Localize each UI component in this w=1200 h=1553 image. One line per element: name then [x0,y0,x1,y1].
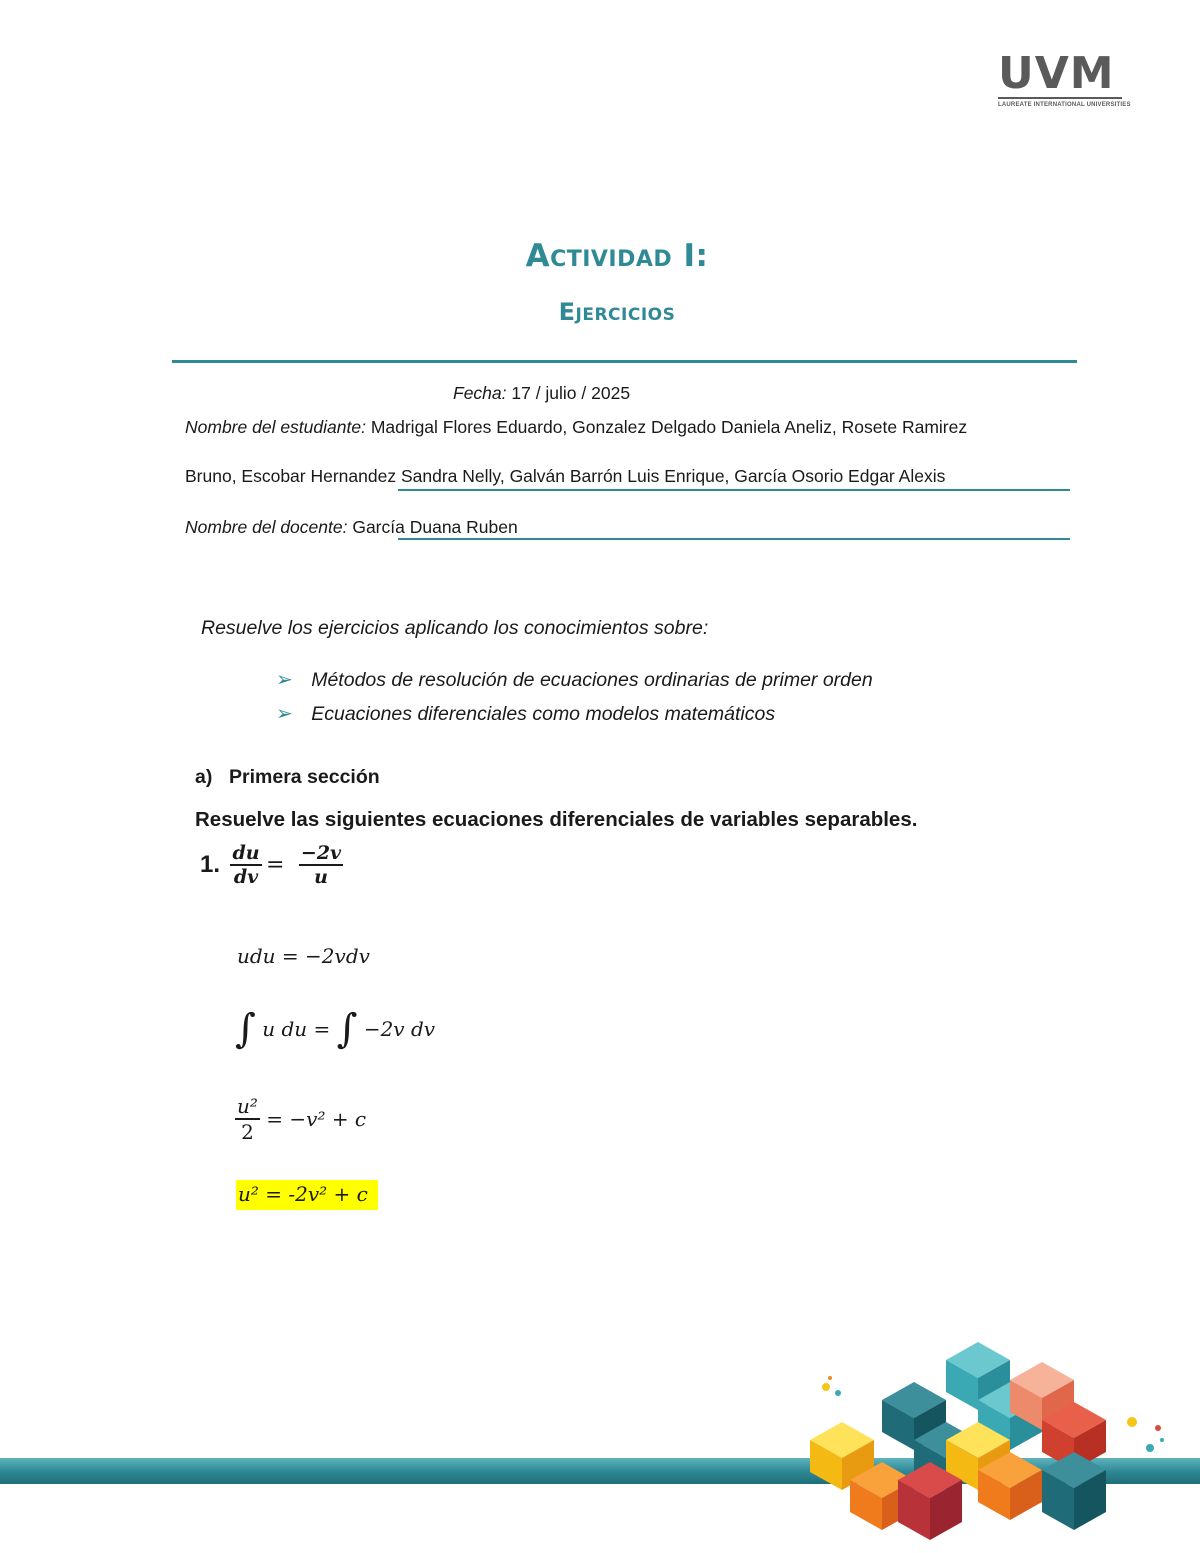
integral-sign: ∫ [235,1006,256,1052]
integral-left: u du = [262,1017,331,1041]
rhs-numerator: −2v [300,842,342,864]
section-marker: a) [195,766,213,788]
bullet-text: Ecuaciones diferenciales como modelos matemáticos [311,703,776,725]
lhs-denominator: dv [233,866,259,888]
step3-fraction [235,1094,260,1144]
instructions-intro: Resuelve los ejercicios aplicando los conocimientos sobre: [201,617,709,639]
integral-right: −2v dv [363,1017,436,1041]
date-label: Fecha: [453,383,507,403]
lhs-fraction [230,842,261,888]
teacher-value: García Duana Ruben [347,517,518,537]
student-underline [398,489,1070,491]
rhs-fraction [299,842,343,888]
step3-rhs: = −v² + c [266,1107,367,1131]
student-field [185,417,967,438]
arrow-bullet-icon: ➢ [276,669,293,691]
arrow-bullet-icon: ➢ [276,703,293,725]
logo-text: UVM [998,48,1115,99]
teacher-field [185,517,518,538]
section-title: Primera sección [229,766,380,788]
step3-denominator: 2 [241,1120,254,1144]
rhs-denominator: u [314,866,328,888]
step3-numerator: u² [237,1094,258,1118]
section-description: Resuelve las siguientes ecuaciones diferenciales de variables separables. [195,808,918,831]
exercise-number: 1. [200,851,221,878]
step-separation: udu = −2vdv [237,944,370,968]
bullet-item [276,701,775,726]
equals-sign: = [266,852,285,878]
student-field-continued: Bruno, Escobar Hernandez Sandra Nelly, Galván Barrón Luis Enrique, García Osorio Edgar Alexis [185,466,946,486]
title-divider [172,360,1077,363]
cubes-decoration-icon [800,1330,1180,1553]
step-integration [235,1006,435,1052]
student-label: Nombre del estudiante: [185,417,366,437]
logo-tagline: LAUREATE INTERNATIONAL UNIVERSITIES [998,97,1122,109]
integral-sign: ∫ [336,1006,358,1052]
bullet-item [276,667,873,692]
lhs-numerator: du [232,842,260,864]
step-result-integration [235,1094,366,1144]
date-field [453,383,630,404]
student-value: Madrigal Flores Eduardo, Gonzalez Delgado Daniela Aneliz, Rosete Ramirez [365,417,968,437]
activity-title: Actividad I: [525,238,709,274]
exercise-1-statement [200,842,343,888]
teacher-label: Nombre del docente: [185,517,348,537]
uvm-logo [998,48,1131,108]
activity-subtitle: Ejercicios [558,298,676,326]
date-value: 17 / julio / 2025 [506,383,631,403]
final-answer: u² = -2v² + c [236,1180,378,1210]
teacher-underline [398,538,1070,540]
bullet-text: Métodos de resolución de ecuaciones ordinarias de primer orden [311,669,873,691]
